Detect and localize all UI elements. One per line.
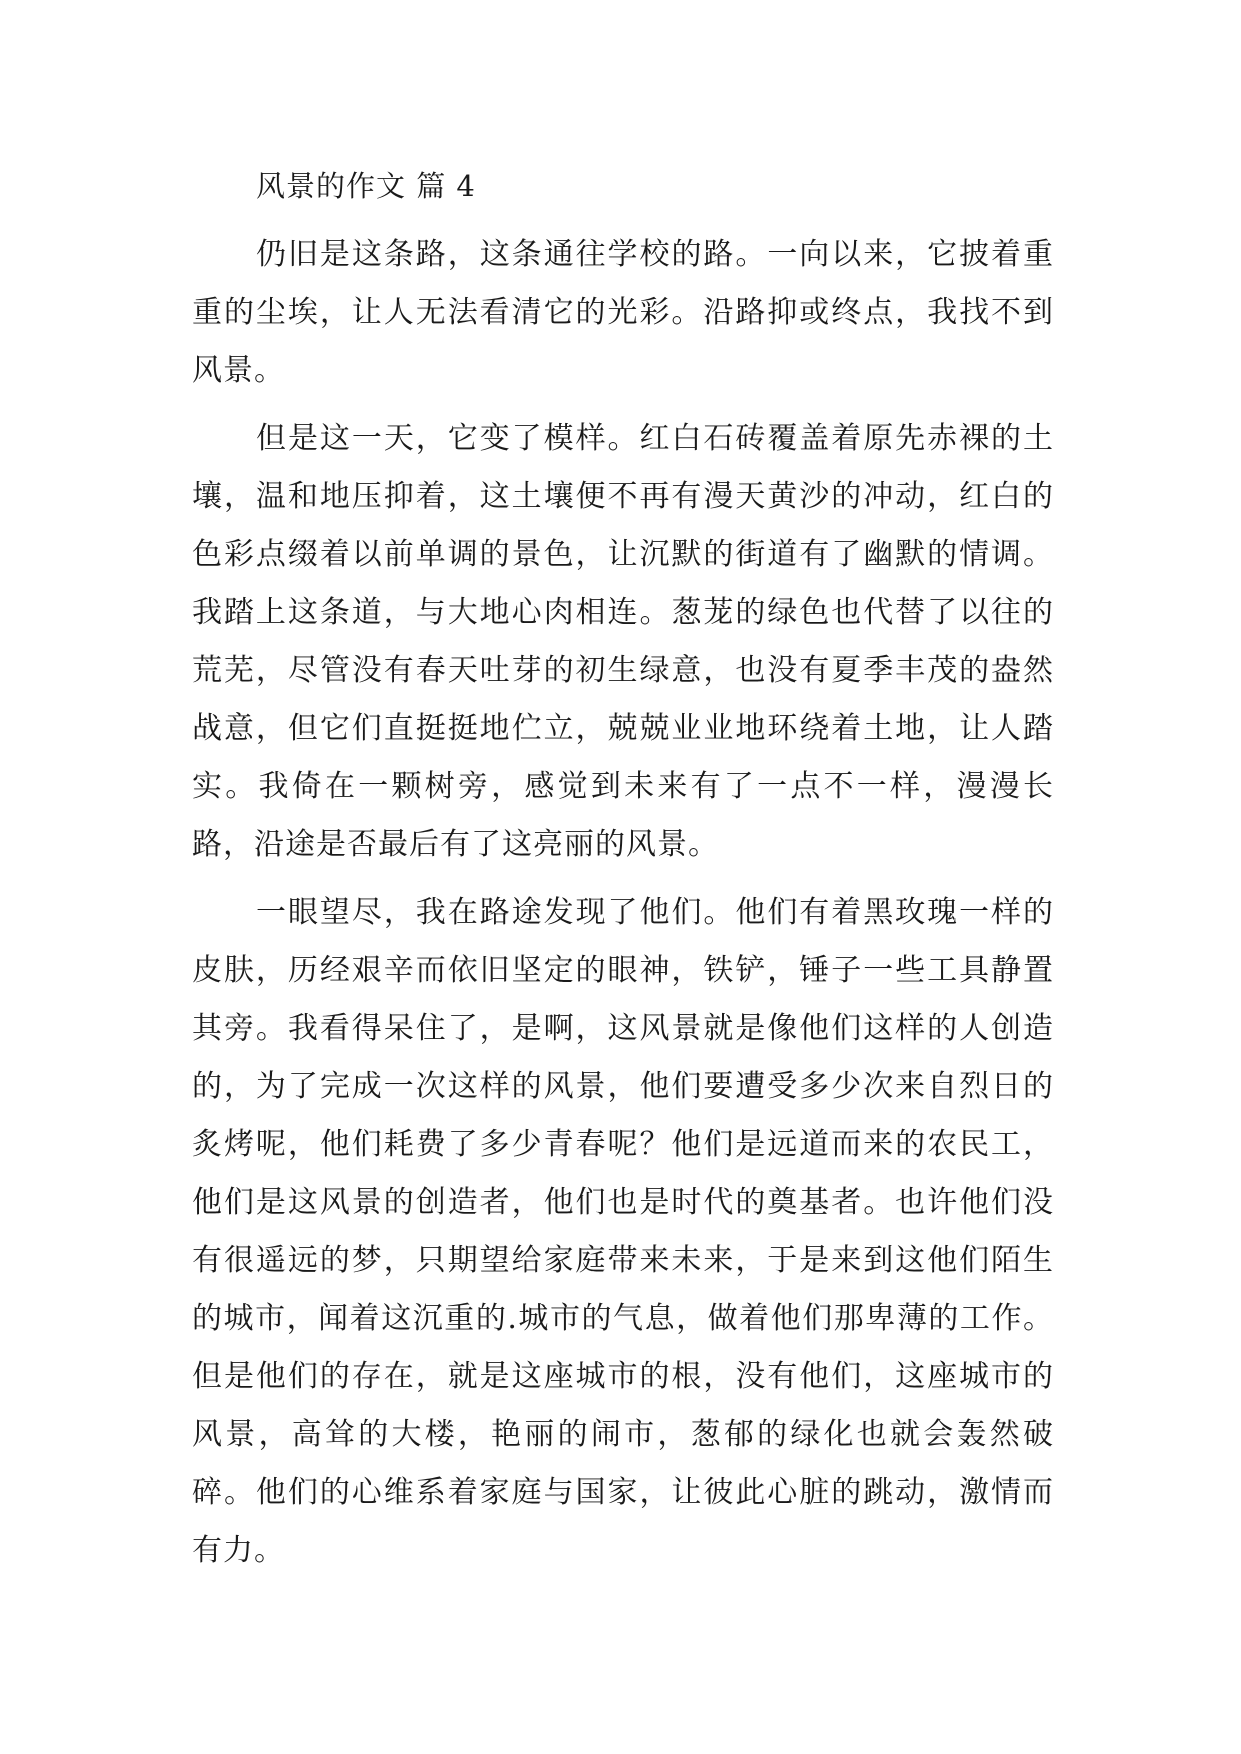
paragraph-1: 仍旧是这条路，这条通往学校的路。一向以来，它披着重重的尘埃，让人无法看清它的光彩。沿路抑或终点，我找不到风景。 bbox=[192, 237, 1054, 388]
paragraph-2: 但是这一天，它变了模样。红白石砖覆盖着原先赤裸的土壤，温和地压抑着，这土壤便不再有漫天黄沙的冲动，红白的色彩点缀着以前单调的景色，让沉默的街道有了幽默的情调。我踏上这条道，与大地心肉相连。葱茏的绿色也代替了以往的荒芜，尽管没有春天吐芽的初生绿意，也没有夏季丰茂的盎然战意，但它们直挺挺地伫立，兢兢业业地环绕着土地，让人踏实。我倚在一颗树旁，感觉到未来有了一点不一样，漫漫长路，沿途是否最后有了这亮丽的风景。 bbox=[192, 421, 1054, 862]
essay-title: 风景的作文 篇 4 bbox=[256, 169, 476, 203]
essay-body bbox=[192, 160, 1054, 1590]
paragraph-3: 一眼望尽，我在路途发现了他们。他们有着黑玫瑰一样的皮肤，历经艰辛而依旧坚定的眼神，铁铲，锤子一些工具静置其旁。我看得呆住了，是啊，这风景就是像他们这样的人创造的，为了完成一次这样的风景，他们要遭受多少次来自烈日的炙烤呢，他们耗费了多少青春呢？他们是远道而来的农民工，他们是这风景的创造者，他们也是时代的奠基者。也许他们没有很遥远的梦，只期望给家庭带来未来，于是来到这他们陌生的城市，闻着这沉重的.城市的气息，做着他们那卑薄的工作。但是他们的存在，就是这座城市的根，没有他们，这座城市的风景，高耸的大楼，艳丽的闹市，葱郁的绿化也就会轰然破碎。他们的心维系着家庭与国家，让彼此心脏的跳动，激情而有力。 bbox=[192, 895, 1054, 1568]
